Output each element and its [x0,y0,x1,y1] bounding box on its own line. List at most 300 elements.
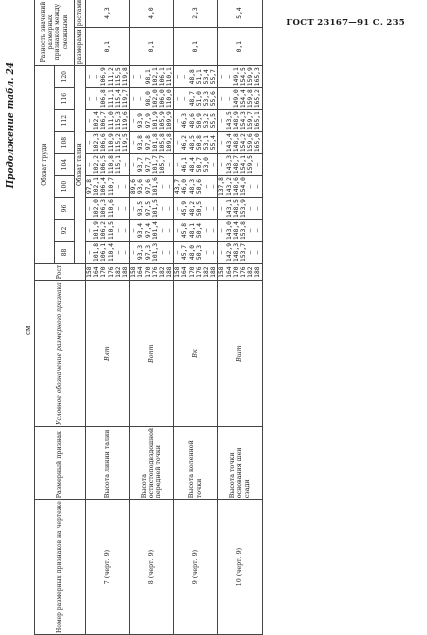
value: 159,7 [247,111,255,131]
feature-name: Высота остистоподвздошной передней точки [130,426,174,499]
diff-cell: 2,3 [174,0,218,28]
value: 110,4 [107,242,115,262]
value: 46,2 [181,135,189,151]
value: — [121,250,129,255]
value: 143,1 [225,199,233,219]
value: — [218,96,226,101]
value: 45,7 [181,244,189,261]
header-row-number: Номер размерных признаков на чертеже [35,500,86,635]
value-cell [174,110,218,132]
diff-subheader: размерами [74,28,85,66]
value: 48,1 [188,222,196,239]
height-value: 158 [130,266,138,278]
height-value: 164 [225,266,233,278]
value: 50,5 [195,200,203,217]
unit-label: см [24,325,32,335]
value-cell [86,220,130,242]
value-cell [174,220,218,242]
value-cell [174,198,218,220]
value: 110,1 [166,67,174,87]
value: 102,0 [93,199,101,219]
height-cell [86,263,130,280]
value: 93,4 [137,222,145,239]
value: 101,7 [151,155,159,175]
diff-cell: 5,4 [218,0,262,28]
value: 97,5 [144,200,152,217]
height-value: 170 [188,266,196,278]
value: — [114,206,122,211]
height-value: 170 [100,266,108,278]
value: — [166,162,174,167]
value: 45,8 [181,222,189,239]
feature-name: Высота точки основания шеи сзади [218,426,262,499]
value: 148,9 [232,111,240,131]
value: — [130,140,138,145]
value: — [203,250,210,255]
value: 148,3 [232,242,240,262]
value: 102,1 [151,67,159,87]
value: — [86,96,93,101]
value: — [174,140,182,145]
value: — [174,206,182,211]
value: 143,0 [225,221,233,240]
value: — [158,228,166,233]
page-header: ГОСТ 23167—91 С. 235 [286,18,405,28]
value: 159,5 [247,155,255,175]
row-number: 8 (черт. 9) [130,500,174,635]
value: — [137,96,145,101]
value-cell [130,176,174,198]
value: 101,9 [93,221,101,240]
value-cell [218,110,262,132]
value: 101,8 [151,133,159,153]
value: 148,5 [232,199,240,219]
value: — [247,228,255,233]
value: — [93,96,101,101]
height-value: 182 [114,266,122,278]
table-caption: Продолжение табл. 24 [6,62,16,189]
value: 159,8 [247,89,255,109]
value: 165,2 [254,89,262,109]
value: — [114,250,122,255]
value: — [218,228,226,233]
value: 165,0 [254,133,262,153]
value-cell [218,220,262,242]
value: 101,4 [151,221,159,240]
value: — [121,162,129,167]
height-value: 164 [181,266,189,278]
value-cell [130,88,174,110]
value: 165,1 [254,111,262,131]
value: 101,3 [151,242,159,262]
value-cell [86,176,130,198]
value-cell [218,198,262,220]
value: — [218,74,226,79]
value: — [203,228,210,233]
value: 109,9 [166,111,174,131]
value: — [114,228,122,233]
height-cell [130,263,174,280]
value: 97,3 [144,244,152,261]
value: 154,4 [239,89,247,109]
value: 106,3 [100,199,108,219]
value: 102,1 [93,177,101,197]
value: 154,1 [239,155,247,175]
chest-size-header: 92 [54,220,74,242]
value: 98,0 [144,91,152,107]
value: 50,9 [195,113,203,129]
row-number: 9 (черт. 9) [174,500,218,635]
value: 89,6 [130,178,138,195]
value: 154,5 [239,67,247,87]
value: — [203,184,210,189]
value-cell [130,66,174,88]
value-cell [174,176,218,198]
value: — [254,228,262,233]
value: 119,8 [121,67,129,87]
value: 148,7 [232,155,240,175]
value: 45,9 [181,200,189,217]
value: 105,8 [158,133,166,153]
value: 115,5 [114,67,122,87]
table-row [130,0,174,635]
value: — [218,162,226,167]
chest-size-header: 100 [54,176,74,198]
header-chest: Обхват груди [35,66,55,264]
header-symbol: Условное обозначение размерного признака [35,281,86,427]
value: 115,4 [114,89,122,109]
diff-cell: 4,0 [130,0,174,28]
value: 105,9 [158,111,166,131]
value: — [203,206,210,211]
value: — [158,250,166,255]
value: 143,2 [225,177,233,197]
value: 148,8 [232,133,240,153]
feature-name: Высота линии талии [86,426,130,499]
value: — [93,74,101,79]
value: — [210,250,218,255]
value: 93,6 [137,178,145,195]
height-value: 176 [239,266,247,278]
value: 55,5 [210,113,218,129]
value: 53,1 [203,135,210,151]
value: 154,3 [239,111,247,131]
value: 148,4 [232,221,240,240]
value: — [130,96,138,101]
value: 110,5 [107,221,115,240]
value: — [174,228,182,233]
diff-cell: 0,1 [174,28,218,66]
value: — [130,206,138,211]
value: 46,0 [181,178,189,195]
value: 48,4 [188,157,196,173]
chest-size-header: 112 [54,110,74,132]
value: 142,9 [225,242,233,262]
value-cell [218,88,262,110]
value-cell [174,241,218,263]
value: 154,0 [239,177,247,197]
value-cell [130,198,174,220]
value: 50,4 [195,222,203,239]
data-table [34,0,263,635]
height-value: 176 [151,266,159,278]
value: 97,9 [144,113,152,129]
value: 98,1 [144,69,152,85]
value: 119,7 [121,89,129,109]
value: 110,8 [107,155,115,175]
value: — [130,118,138,123]
value: — [130,162,138,167]
header-height: Рост [35,263,86,280]
value: — [247,184,255,189]
feature-symbol: Bшт [218,281,262,427]
height-value: 182 [203,266,210,278]
value: 46,3 [181,113,189,129]
value: — [121,184,129,189]
diff-cell: 0,1 [218,28,262,66]
value-cell [130,110,174,132]
value: 106,0 [158,89,166,109]
value: 106,6 [100,133,108,153]
row-number: 7 (черт. 9) [86,500,130,635]
diff-cell: 0,1 [130,28,174,66]
value: 106,8 [100,89,108,109]
height-cell [174,263,218,280]
value: — [218,140,226,145]
value: 93,8 [137,135,145,151]
value: 165,3 [254,67,262,87]
value: — [166,228,174,233]
value: — [174,118,182,123]
value: 48,8 [188,69,196,85]
value: 115,2 [114,133,122,153]
value: 101,9 [151,111,159,131]
value: 148,6 [232,177,240,197]
value: 149,0 [232,89,240,109]
value: 48,7 [188,91,196,107]
value: 55,6 [210,91,218,107]
value: — [86,206,93,211]
row-number: 10 (черт. 9) [218,500,262,635]
header-waist: Обхват талии [74,66,85,264]
value-cell [218,241,262,263]
value-cell [86,132,130,154]
value: 102,3 [93,133,101,153]
value-cell [218,176,262,198]
value: 97,8 [86,178,93,195]
value: 143,4 [225,133,233,153]
value: 50,7 [195,157,203,173]
height-value: 164 [93,266,101,278]
height-value: 182 [158,266,166,278]
value: — [181,96,189,101]
value: 93,3 [137,244,145,261]
value: 106,1 [158,67,166,87]
value: 53,3 [203,91,210,107]
value: 159,6 [247,133,255,153]
value: — [174,74,182,79]
value: — [218,118,226,123]
value: — [121,228,129,233]
value: — [86,118,93,123]
value-cell [130,132,174,154]
value: — [121,206,129,211]
height-value: 158 [174,266,182,278]
chest-size-header: 108 [54,132,74,154]
value: 48,0 [188,244,196,261]
value: 102,4 [93,111,101,131]
diff-cell: 0,1 [86,28,130,66]
value: 106,4 [100,177,108,197]
value-cell [86,154,130,176]
value: 153,9 [239,199,247,219]
value: 110,9 [107,133,115,153]
value: 110,7 [107,177,115,197]
value-cell [218,66,262,88]
value: 143,3 [225,155,233,175]
table-row [174,0,218,635]
value: 106,9 [100,67,108,87]
value: 50,8 [195,135,203,151]
value: — [181,74,189,79]
chest-size-header: 116 [54,88,74,110]
feature-symbol: Bк [174,281,218,427]
value: 48,6 [188,113,196,129]
value: — [86,250,93,255]
value: — [86,162,93,167]
chest-size-header: 96 [54,198,74,220]
value: — [137,74,145,79]
value: 110,6 [107,199,115,219]
value: — [210,184,218,189]
value: 48,5 [188,135,196,151]
value: 101,5 [151,199,159,219]
height-value: 176 [195,266,203,278]
value-cell [86,88,130,110]
value: 93,9 [137,113,145,129]
value-cell [174,132,218,154]
chest-size-header: 88 [54,241,74,263]
value: — [218,206,226,211]
diff-cell: 4,3 [86,0,130,28]
value: — [86,228,93,233]
value: — [174,162,182,167]
value: 101,6 [151,177,159,197]
feature-name: Высота коленной точки [174,426,218,499]
height-cell [218,263,262,280]
value: — [225,96,233,101]
height-value: 188 [166,266,174,278]
value: — [130,228,138,233]
value-cell [86,66,130,88]
value: 111,0 [107,111,115,131]
value-cell [130,220,174,242]
value: 115,3 [114,111,122,131]
value: 55,4 [210,135,218,151]
value-cell [174,154,218,176]
value-cell [130,241,174,263]
value: — [86,140,93,145]
value: — [114,184,122,189]
value: 111,1 [107,89,115,109]
height-value: 170 [144,266,152,278]
value: 48,2 [188,200,196,217]
value: 111,2 [107,67,115,87]
diff-subheader: ростами [74,0,85,28]
value: 46,1 [181,157,189,173]
value: — [166,184,174,189]
value: — [210,228,218,233]
value-cell [218,154,262,176]
value: 102,0 [151,89,159,109]
value: — [247,206,255,211]
value: 153,7 [239,242,247,262]
value: 53,2 [203,113,210,129]
height-value: 176 [107,266,115,278]
feature-symbol: Bлт [86,281,130,427]
value: 105,7 [158,155,166,175]
value: 101,8 [93,242,101,262]
value: 154,2 [239,133,247,153]
value: 119,5 [121,133,129,153]
value: 106,1 [100,242,108,262]
value: 55,7 [210,69,218,85]
value: 159,9 [247,67,255,87]
value: 51,1 [195,69,203,85]
height-value: 188 [254,266,262,278]
height-value: 182 [247,266,255,278]
value-cell [218,132,262,154]
value: — [225,74,233,79]
value: 93,5 [137,200,145,217]
height-value: 188 [121,266,129,278]
value: 48,3 [188,178,196,195]
value: 106,2 [100,221,108,240]
value: 97,8 [144,135,152,151]
value-cell [130,154,174,176]
value-cell [174,88,218,110]
value: 93,7 [137,157,145,173]
value: — [130,74,138,79]
height-value: 170 [232,266,240,278]
value: 51,0 [195,91,203,107]
value: — [210,206,218,211]
value: 106,5 [100,155,108,175]
chest-size-header: 120 [54,66,74,88]
value: 97,7 [144,157,152,173]
value: — [210,162,218,167]
feature-symbol: Bопт [130,281,174,427]
value: — [254,250,262,255]
value: — [254,184,262,189]
value: 149,1 [232,67,240,87]
value-cell [174,66,218,88]
value: 153,8 [239,221,247,240]
value: — [130,250,138,255]
value: — [174,96,182,101]
value-cell [86,198,130,220]
value: 102,2 [93,155,101,175]
value: — [86,74,93,79]
value: 43,7 [174,178,182,195]
value: 106,7 [100,111,108,131]
value: 119,6 [121,111,129,131]
value: — [218,250,226,255]
value: 109,8 [166,133,174,153]
value-cell [86,110,130,132]
table-row [218,0,262,635]
value: 97,6 [144,178,152,195]
